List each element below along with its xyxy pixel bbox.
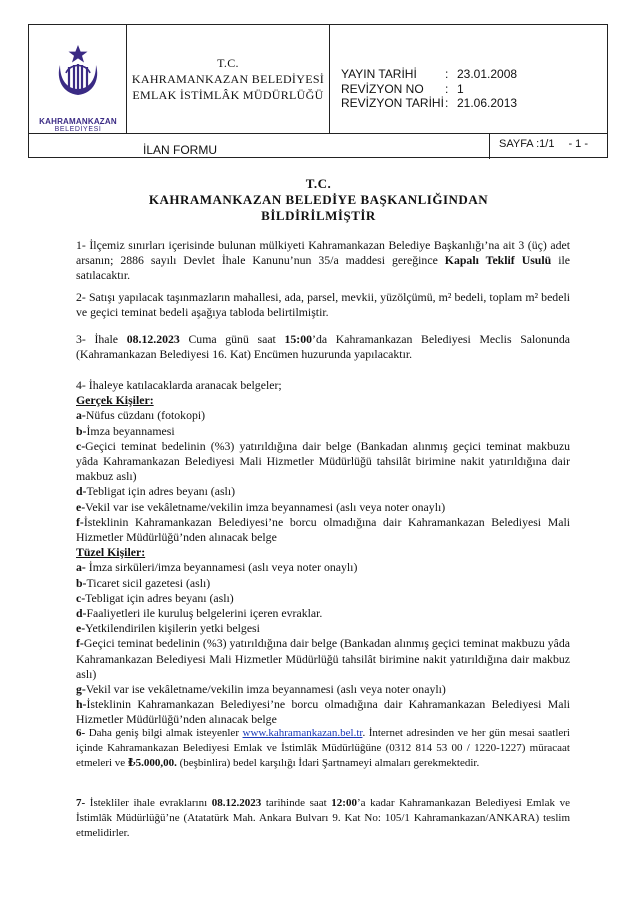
item-number: 2- [76,290,86,304]
list-item [76,560,570,575]
paragraph-7 [76,796,570,841]
list-text: İsteklinin Kahramankazan Belediyesi’ne borcu olmadığına dair Kahramankazan Belediyesi Mali Hizmetler Müdürlüğü’nden alınacak belge [76,514,570,545]
paragraph-3 [76,332,570,362]
paragraph-text: İhaleye katılacaklarda aranacak belgeler; [85,378,282,392]
municipality-logo [35,43,121,133]
paragraph-4 [76,378,570,728]
meta-value: 1 [457,81,464,96]
logo-name: KAHRAMANKAZAN [39,117,117,126]
divider [489,133,490,159]
institution-line: EMLAK İSTİMLÂK MÜDÜRLÜĞÜ [132,88,324,102]
list-text: Nüfus cüzdanı (fotokopi) [85,408,206,423]
list-marker: d- [76,606,87,621]
list-item [76,408,570,423]
document-header [28,24,608,158]
meta-value: 21.06.2013 [457,96,518,110]
paragraph-text: . İnternet adresinden ve her gün mesai saatleri içinde Kahramankazan Belediyesi Emlak ve İstimlâk Müdürlüğüne (0312 814 53 00 / 1220-1227) müracaat etmeleri ve [76,727,570,769]
paragraph-text: İlçemiz sınırları içerisinde bulunan mülkiyeti Kahramankazan Belediye Başkanlığı’na ait 3 (üç) adet arsanın; 2886 sayılı Devlet İhale Kanunu’nun 35/a maddesi gereğince [76,238,570,268]
logo-subtitle: BELEDİYESİ [54,126,102,133]
institution-line: T.C. [217,56,239,70]
list-text: İsteklinin Kahramankazan Belediyesi’ne borcu olmadığına dair Kahramankazan Belediyesi Mali Hizmetler Müdürlüğü’nden alınacak belge [76,697,570,727]
paragraph-text: İhale [85,332,127,346]
bold-time: 12:00 [331,797,357,809]
meta-row: REVİZYON NO : 1 [341,81,464,96]
form-name: İLAN FORMU [143,143,218,157]
institution-line: KAHRAMANKAZAN BELEDİYESİ [131,72,325,86]
paragraph-text: tarihinde saat [261,797,332,809]
divider [329,25,330,133]
list-item [76,591,570,606]
list-item [76,606,570,621]
item-number: 4- [76,378,86,392]
meta-value: 23.01.2008 [457,67,518,81]
paragraph-text: İstekliler ihale evraklarını [85,797,212,809]
paragraph-text: Cuma günü saat [179,332,285,346]
list-marker: a- [76,560,86,575]
section-heading: Tüzel Kişiler: [76,545,146,560]
item-number: 7- [76,797,86,809]
list-item [76,636,570,682]
list-marker: d- [76,484,87,499]
item-number: 6- [76,727,86,739]
divider [29,133,607,134]
title-line: T.C. [305,176,332,191]
paragraph-1 [76,238,570,284]
list-marker: c- [76,590,86,605]
list-item [76,697,570,727]
list-text: Ticaret sicil gazetesi (aslı) [86,575,211,590]
page-info [499,138,602,150]
list-marker: e- [76,621,86,636]
paragraph-6 [76,726,570,771]
list-text: İmza sirküleri/imza beyannamesi (aslı veya noter onaylı) [85,560,358,575]
meta-key: REVİZYON NO [341,81,424,96]
title-line: KAHRAMANKAZAN BELEDİYE BAŞKANLIĞINDAN [148,192,489,207]
list-marker: b- [76,575,87,590]
list-marker: h- [76,697,87,712]
list-item [76,484,570,499]
list-text: Geçici teminat bedelinin (%3) yatırıldığına dair belge (Bankadan alınmış geçici teminat makbuzu yâda Kahramankazan Belediyesi Mali Hizmetler Müdürlüğü tahsilât birimine nakit yatırıldığına dair makbuz aslı) [76,636,570,681]
paragraph-text: Daha geniş bilgi almak isteyenler [85,727,243,739]
paragraph-2 [76,290,570,320]
document-meta [341,67,517,111]
list-text: Tebligat için adres beyanı (aslı) [85,590,234,605]
list-text: Yetkilendirilen kişilerin yetki belgesi [85,621,260,636]
meta-key: REVİZYON TARİHİ [341,96,444,110]
list-item [76,682,570,697]
paragraph-text: Satışı yapılacak taşınmazların mahallesi, ada, parsel, mevkii, yüzölçümü, m² bedeli, toplam m² bedeli ve geçici teminat bedeli aşağıya tabloda belirtilmiştir. [76,290,570,320]
list-text: Tebligat için adres beyanı (aslı) [86,484,236,499]
list-marker: a- [76,408,86,423]
list-marker: e- [76,499,86,514]
list-item [76,500,570,515]
bold-date: 08.12.2023 [211,797,262,809]
title-line: BİLDİRİLMİŞTİR [261,208,376,223]
paragraph-text: ile satılacaktır. [76,253,570,283]
list-text: İmza beyannamesi [86,423,175,438]
meta-row: YAYIN TARİHİ : 23.01.2008 [341,67,518,81]
paragraph-text: (beşbinlira) bedel karşılığı İdari Şartnameyi almaları gerekmektedir. [176,757,480,769]
list-text: Vekil var ise vekâletname/vekilin imza beyannamesi (aslı veya noter onaylı) [85,682,446,697]
meta-row: REVİZYON TARİHİ : 21.06.2013 [341,96,518,110]
website-link[interactable]: www.kahramankazan.bel.tr [242,727,363,739]
institution-name [127,55,329,103]
list-marker: f- [76,636,84,651]
meta-key: YAYIN TARİHİ [341,67,417,81]
logo-emblem-icon [48,43,108,101]
page-number: - 1 - [568,138,589,150]
list-marker: b- [76,423,87,438]
list-text: Geçici teminat bedelinin (%3) yatırıldığına dair belge (Bankadan alınmış geçici teminat makbuzu yâda Kahramankazan Belediyesi Mali Hizmetler Müdürlüğü tahsilât birimine nakit yatırıldığına dair makbuz aslı) [76,438,570,484]
list-item [76,576,570,591]
item-number: 3- [76,332,86,346]
page-label: SAYFA :1/1 [499,138,555,150]
bold-text: Kapalı Teklif Usulü [444,253,552,268]
section-heading: Gerçek Kişiler: [76,393,154,408]
item-number: 1- [76,238,86,252]
bold-amount: ₺5.000,00. [127,757,177,769]
list-item [76,621,570,636]
list-item [76,424,570,439]
list-marker: c- [76,438,86,453]
bold-date: 08.12.2023 [126,332,180,346]
list-text: Faaliyetleri ile kuruluş belgelerini içeren evraklar. [86,606,323,621]
bold-time: 15:00 [284,332,313,346]
paragraph-text: ’da Kahramankazan Belediyesi Meclis Salonunda (Kahramankazan Belediyesi 16. Kat) Encümen huzurunda yapılacaktır. [76,332,570,362]
paragraph-text: ’a kadar Kahramankazan Belediyesi Emlak ve İstimlâk Müdürlüğü’ne (Atatatürk Mah. Ankara Bulvarı 9. Kat No: 105/1 Kahramankazan/ANKARA) teslim etmelidirler. [76,797,570,839]
list-marker: g- [76,682,86,697]
list-marker: f- [76,514,84,529]
list-item [76,515,570,545]
list-item [76,439,570,485]
list-text: Vekil var ise vekâletname/vekilin imza beyannamesi (aslı veya noter onaylı) [85,499,446,514]
